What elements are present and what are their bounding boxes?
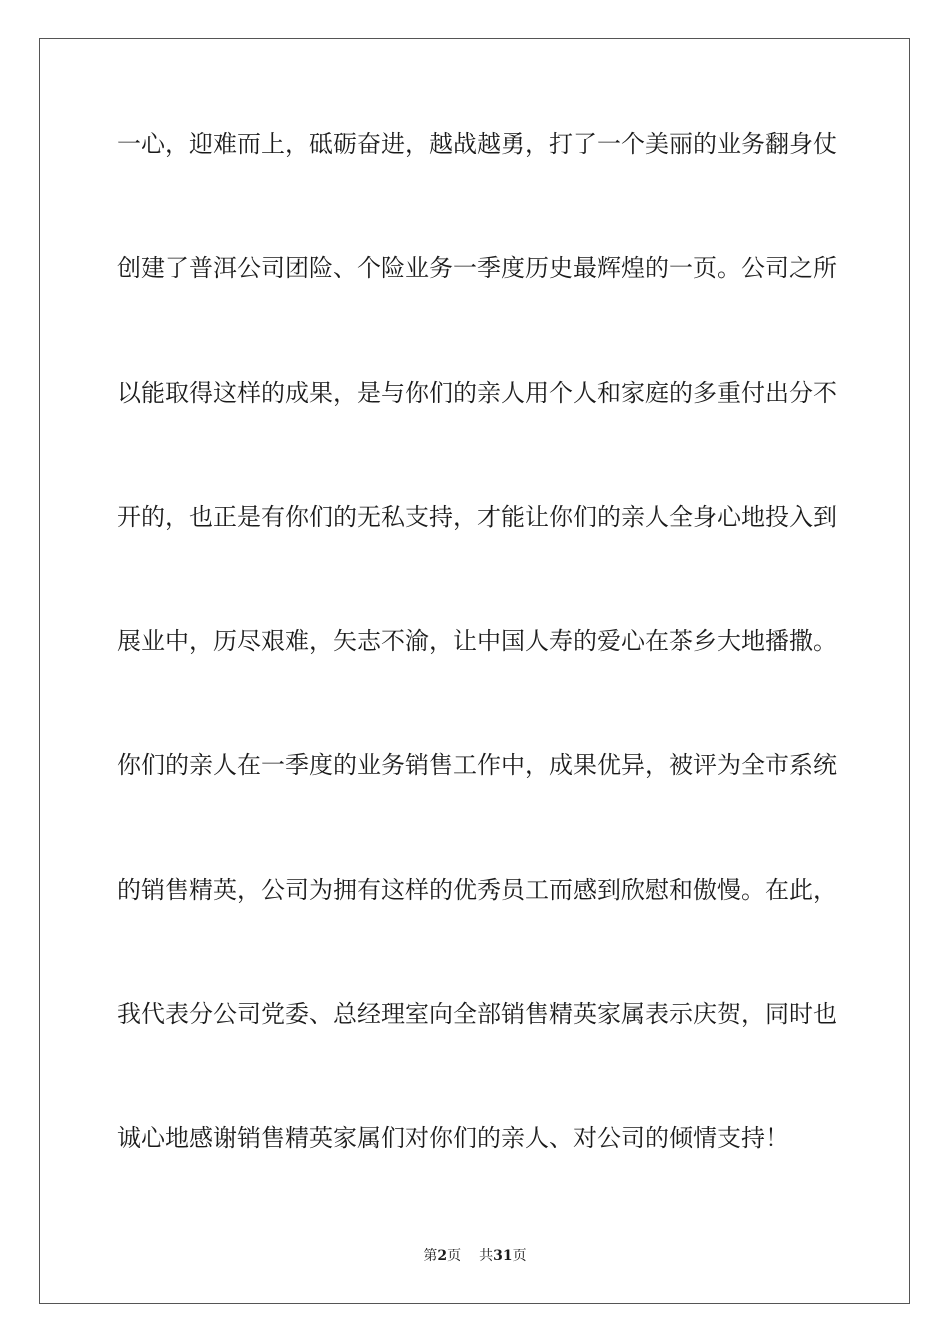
page-number: 2 [437,1248,448,1264]
text-line-4: 开的，也正是有你们的无私支持，才能让你们的亲人全身心地投入到 [117,502,837,531]
text-line-6: 你们的亲人在一季度的业务销售工作中，成果优异，被评为全市系统 [117,751,837,780]
text-line-5: 展业中，历尽艰难，矢志不渝，让中国人寿的爱心在茶乡大地播撒。 [117,627,837,656]
text-line-2: 创建了普洱公司团险、个险业务一季度历史最辉煌的一页。公司之所 [117,254,837,283]
text-line-1: 一心，迎难而上，砥砺奋进，越战越勇，打了一个美丽的业务翻身仗 [117,130,837,158]
total-prefix: 共 [479,1248,494,1264]
page-suffix: 页 [447,1248,462,1264]
text-line-7: 的销售精英，公司为拥有这样的优秀员工而感到欣慰和傲慢。在此， [117,875,837,904]
page-footer [0,1246,950,1266]
total-pages: 31 [493,1248,513,1264]
text-line-9: 诚心地感谢销售精英家属们对你们的亲人、对公司的倾情支持！ [117,1124,789,1153]
page-prefix: 第 [423,1248,438,1264]
text-line-8: 我代表分公司党委、总经理室向全部销售精英家属表示庆贺，同时也 [117,1000,837,1029]
text-line-3: 以能取得这样的成果，是与你们的亲人用个人和家庭的多重付出分不 [117,378,837,407]
total-suffix: 页 [512,1248,527,1264]
letter-body [117,124,837,1243]
